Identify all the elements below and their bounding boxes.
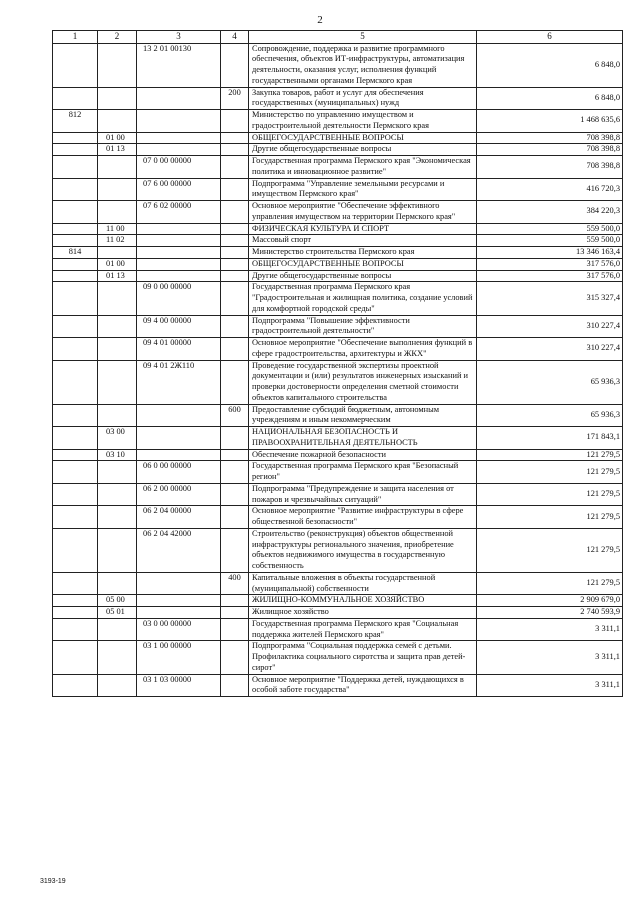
amount-cell: 121 279,5 — [477, 461, 623, 484]
section-code-cell: 03 00 — [98, 427, 137, 450]
ministry-code-cell — [53, 201, 98, 224]
section-code-cell: 01 00 — [98, 132, 137, 144]
section-code-cell — [98, 483, 137, 506]
table-row — [53, 43, 623, 87]
expense-type-cell — [221, 461, 249, 484]
column-header: 4 — [221, 31, 249, 44]
expense-type-cell — [221, 506, 249, 529]
target-article-cell — [137, 110, 221, 133]
target-article-cell — [137, 404, 221, 427]
column-header: 5 — [249, 31, 477, 44]
description-cell: Подпрограмма "Социальная поддержка семей с детьми. Профилактика социального сиротства и защита прав детей-сирот" — [249, 641, 477, 674]
description-cell: Подпрограмма "Предупреждение и защита населения от пожаров и чрезвычайных ситуаций" — [249, 483, 477, 506]
amount-cell: 2 909 679,0 — [477, 595, 623, 607]
column-header: 6 — [477, 31, 623, 44]
expense-type-cell — [221, 338, 249, 361]
expense-type-cell — [221, 641, 249, 674]
amount-cell: 121 279,5 — [477, 572, 623, 595]
expense-type-cell — [221, 144, 249, 156]
expense-type-cell — [221, 43, 249, 87]
ministry-code-cell: 812 — [53, 110, 98, 133]
amount-cell: 1 468 635,6 — [477, 110, 623, 133]
ministry-code-cell — [53, 483, 98, 506]
description-cell: Проведение государственной экспертизы проектной документации и (или) результатов инженерных изысканий и проверки достоверности определения сметной стоимости объектов капитального строительства — [249, 360, 477, 404]
table-row — [53, 132, 623, 144]
amount-cell: 13 346 163,4 — [477, 247, 623, 259]
ministry-code-cell — [53, 674, 98, 697]
description-cell: Основное мероприятие "Обеспечение эффективного управления имуществом на территории Пермского края" — [249, 201, 477, 224]
description-cell: Капитальные вложения в объекты государственной (муниципальной) собственности — [249, 572, 477, 595]
column-header: 2 — [98, 31, 137, 44]
ministry-code-cell — [53, 270, 98, 282]
description-cell: ОБЩЕГОСУДАРСТВЕННЫЕ ВОПРОСЫ — [249, 258, 477, 270]
ministry-code-cell — [53, 132, 98, 144]
description-cell: ФИЗИЧЕСКАЯ КУЛЬТУРА И СПОРТ — [249, 223, 477, 235]
amount-cell: 317 576,0 — [477, 258, 623, 270]
description-cell: Основное мероприятие "Развитие инфраструктуры в сфере общественной безопасности" — [249, 506, 477, 529]
section-code-cell: 03 10 — [98, 449, 137, 461]
section-code-cell — [98, 360, 137, 404]
description-cell: Подпрограмма "Повышение эффективности градостроительной деятельности" — [249, 315, 477, 338]
section-code-cell — [98, 338, 137, 361]
ministry-code-cell — [53, 223, 98, 235]
table-row — [53, 235, 623, 247]
table-row — [53, 618, 623, 641]
target-article-cell — [137, 223, 221, 235]
expense-type-cell — [221, 360, 249, 404]
amount-cell: 559 500,0 — [477, 223, 623, 235]
section-code-cell: 01 00 — [98, 258, 137, 270]
amount-cell: 3 311,1 — [477, 641, 623, 674]
description-cell: Государственная программа Пермского края "Безопасный регион" — [249, 461, 477, 484]
target-article-cell: 06 2 04 00000 — [137, 506, 221, 529]
amount-cell: 708 398,8 — [477, 132, 623, 144]
target-article-cell: 09 4 01 2Ж110 — [137, 360, 221, 404]
expense-type-cell: 400 — [221, 572, 249, 595]
ministry-code-cell — [53, 404, 98, 427]
table-row — [53, 572, 623, 595]
section-code-cell — [98, 201, 137, 224]
section-code-cell — [98, 461, 137, 484]
amount-cell: 121 279,5 — [477, 528, 623, 572]
amount-cell: 3 311,1 — [477, 618, 623, 641]
target-article-cell — [137, 449, 221, 461]
section-code-cell — [98, 43, 137, 87]
section-code-cell — [98, 247, 137, 259]
ministry-code-cell — [53, 315, 98, 338]
ministry-code-cell — [53, 449, 98, 461]
expense-type-cell — [221, 427, 249, 450]
ministry-code-cell — [53, 618, 98, 641]
target-article-cell: 07 6 02 00000 — [137, 201, 221, 224]
table-row — [53, 270, 623, 282]
amount-cell: 416 720,3 — [477, 178, 623, 201]
amount-cell: 171 843,1 — [477, 427, 623, 450]
table-row — [53, 156, 623, 179]
ministry-code-cell — [53, 641, 98, 674]
section-code-cell: 11 00 — [98, 223, 137, 235]
amount-cell: 6 848,0 — [477, 43, 623, 87]
section-code-cell — [98, 87, 137, 110]
ministry-code-cell — [53, 461, 98, 484]
ministry-code-cell — [53, 156, 98, 179]
expense-type-cell — [221, 282, 249, 315]
expense-type-cell — [221, 156, 249, 179]
section-code-cell — [98, 506, 137, 529]
expense-type-cell — [221, 132, 249, 144]
target-article-cell — [137, 607, 221, 619]
amount-cell: 65 936,3 — [477, 360, 623, 404]
target-article-cell: 06 2 00 00000 — [137, 483, 221, 506]
expense-type-cell — [221, 315, 249, 338]
column-header: 3 — [137, 31, 221, 44]
target-article-cell: 09 0 00 00000 — [137, 282, 221, 315]
table-row — [53, 110, 623, 133]
description-cell: ОБЩЕГОСУДАРСТВЕННЫЕ ВОПРОСЫ — [249, 132, 477, 144]
amount-cell: 3 311,1 — [477, 674, 623, 697]
ministry-code-cell — [53, 607, 98, 619]
target-article-cell — [137, 87, 221, 110]
expense-type-cell — [221, 618, 249, 641]
ministry-code-cell — [53, 235, 98, 247]
table-row — [53, 178, 623, 201]
ministry-code-cell — [53, 506, 98, 529]
amount-cell: 310 227,4 — [477, 338, 623, 361]
description-cell: Строительство (реконструкция) объектов общественной инфраструктуры регионального значения, приобретение объектов недвижимого имущества в государственную собственность — [249, 528, 477, 572]
target-article-cell: 09 4 00 00000 — [137, 315, 221, 338]
section-code-cell — [98, 315, 137, 338]
target-article-cell — [137, 258, 221, 270]
description-cell: Основное мероприятие "Обеспечение выполнения функций в сфере градостроительства, архитектуры и ЖКХ" — [249, 338, 477, 361]
expense-type-cell — [221, 607, 249, 619]
expense-type-cell — [221, 595, 249, 607]
table-row — [53, 258, 623, 270]
section-code-cell — [98, 528, 137, 572]
table-row — [53, 528, 623, 572]
document-code: 3193-19 — [40, 878, 66, 885]
section-code-cell — [98, 282, 137, 315]
target-article-cell — [137, 132, 221, 144]
expense-type-cell: 600 — [221, 404, 249, 427]
description-cell: НАЦИОНАЛЬНАЯ БЕЗОПАСНОСТЬ И ПРАВООХРАНИТЕЛЬНАЯ ДЕЯТЕЛЬНОСТЬ — [249, 427, 477, 450]
description-cell: Другие общегосударственные вопросы — [249, 144, 477, 156]
target-article-cell: 07 0 00 00000 — [137, 156, 221, 179]
table-row — [53, 483, 623, 506]
table-row — [53, 247, 623, 259]
ministry-code-cell: 814 — [53, 247, 98, 259]
description-cell: Обеспечение пожарной безопасности — [249, 449, 477, 461]
target-article-cell: 13 2 01 00130 — [137, 43, 221, 87]
ministry-code-cell — [53, 528, 98, 572]
description-cell: Предоставление субсидий бюджетным, автономным учреждениям и иным некоммерческим — [249, 404, 477, 427]
ministry-code-cell — [53, 338, 98, 361]
description-cell: Государственная программа Пермского края "Социальная поддержка жителей Пермского края" — [249, 618, 477, 641]
ministry-code-cell — [53, 360, 98, 404]
amount-cell: 121 279,5 — [477, 483, 623, 506]
target-article-cell — [137, 270, 221, 282]
amount-cell: 559 500,0 — [477, 235, 623, 247]
expense-type-cell — [221, 223, 249, 235]
target-article-cell: 03 1 03 00000 — [137, 674, 221, 697]
section-code-cell: 05 01 — [98, 607, 137, 619]
expense-type-cell — [221, 270, 249, 282]
expense-type-cell — [221, 235, 249, 247]
column-header: 1 — [53, 31, 98, 44]
amount-cell: 317 576,0 — [477, 270, 623, 282]
table-row — [53, 641, 623, 674]
table-row — [53, 427, 623, 450]
description-cell: Министерство строительства Пермского края — [249, 247, 477, 259]
description-cell: Министерство по управлению имуществом и градостроительной деятельности Пермского края — [249, 110, 477, 133]
amount-cell: 708 398,8 — [477, 156, 623, 179]
target-article-cell: 03 1 00 00000 — [137, 641, 221, 674]
expense-type-cell: 200 — [221, 87, 249, 110]
amount-cell: 121 279,5 — [477, 449, 623, 461]
description-cell: Закупка товаров, работ и услуг для обеспечения государственных (муниципальных) нужд — [249, 87, 477, 110]
expense-type-cell — [221, 201, 249, 224]
section-code-cell: 01 13 — [98, 144, 137, 156]
ministry-code-cell — [53, 178, 98, 201]
table-row — [53, 87, 623, 110]
expense-type-cell — [221, 483, 249, 506]
table-row — [53, 674, 623, 697]
section-code-cell — [98, 156, 137, 179]
budget-table — [52, 30, 623, 697]
table-row — [53, 404, 623, 427]
target-article-cell — [137, 144, 221, 156]
expense-type-cell — [221, 449, 249, 461]
target-article-cell: 07 6 00 00000 — [137, 178, 221, 201]
amount-cell: 65 936,3 — [477, 404, 623, 427]
amount-cell: 121 279,5 — [477, 506, 623, 529]
target-article-cell — [137, 595, 221, 607]
target-article-cell: 03 0 00 00000 — [137, 618, 221, 641]
ministry-code-cell — [53, 258, 98, 270]
expense-type-cell — [221, 247, 249, 259]
amount-cell: 2 740 593,9 — [477, 607, 623, 619]
description-cell: Массовый спорт — [249, 235, 477, 247]
table-row — [53, 506, 623, 529]
amount-cell: 310 227,4 — [477, 315, 623, 338]
table-row — [53, 595, 623, 607]
table-row — [53, 201, 623, 224]
table-row — [53, 223, 623, 235]
section-code-cell — [98, 110, 137, 133]
target-article-cell — [137, 247, 221, 259]
expense-type-cell — [221, 110, 249, 133]
amount-cell: 384 220,3 — [477, 201, 623, 224]
table-row — [53, 144, 623, 156]
section-code-cell — [98, 641, 137, 674]
expense-type-cell — [221, 178, 249, 201]
target-article-cell — [137, 572, 221, 595]
description-cell: Подпрограмма "Управление земельными ресурсами и имуществом Пермского края" — [249, 178, 477, 201]
section-code-cell — [98, 618, 137, 641]
page-number: 2 — [317, 14, 323, 26]
ministry-code-cell — [53, 427, 98, 450]
description-cell: Сопровождение, поддержка и развитие программного обеспечения, объектов ИТ-инфраструктуры, автоматизация деятельности, оказания услуг, исполнения функций государственными органами Пермского края — [249, 43, 477, 87]
amount-cell: 708 398,8 — [477, 144, 623, 156]
description-cell: Другие общегосударственные вопросы — [249, 270, 477, 282]
expense-type-cell — [221, 528, 249, 572]
target-article-cell — [137, 235, 221, 247]
amount-cell: 6 848,0 — [477, 87, 623, 110]
target-article-cell: 06 0 00 00000 — [137, 461, 221, 484]
ministry-code-cell — [53, 282, 98, 315]
table-row — [53, 315, 623, 338]
expense-type-cell — [221, 674, 249, 697]
table-row — [53, 360, 623, 404]
table-header-row — [53, 31, 623, 44]
section-code-cell: 01 13 — [98, 270, 137, 282]
table-row — [53, 449, 623, 461]
section-code-cell — [98, 674, 137, 697]
table-row — [53, 282, 623, 315]
amount-cell: 315 327,4 — [477, 282, 623, 315]
section-code-cell: 11 02 — [98, 235, 137, 247]
ministry-code-cell — [53, 572, 98, 595]
section-code-cell — [98, 572, 137, 595]
description-cell: Государственная программа Пермского края "Градостроительная и жилищная политика, создание условий для комфортной городской среды" — [249, 282, 477, 315]
ministry-code-cell — [53, 87, 98, 110]
target-article-cell: 09 4 01 00000 — [137, 338, 221, 361]
expense-type-cell — [221, 258, 249, 270]
table-row — [53, 607, 623, 619]
description-cell: Государственная программа Пермского края "Экономическая политика и инновационное развитие" — [249, 156, 477, 179]
description-cell: Жилищное хозяйство — [249, 607, 477, 619]
ministry-code-cell — [53, 595, 98, 607]
description-cell: ЖИЛИЩНО-КОММУНАЛЬНОЕ ХОЗЯЙСТВО — [249, 595, 477, 607]
section-code-cell — [98, 178, 137, 201]
target-article-cell: 06 2 04 42000 — [137, 528, 221, 572]
table-row — [53, 338, 623, 361]
ministry-code-cell — [53, 144, 98, 156]
ministry-code-cell — [53, 43, 98, 87]
section-code-cell — [98, 404, 137, 427]
table-row — [53, 461, 623, 484]
description-cell: Основное мероприятие "Поддержка детей, нуждающихся в особой заботе государства" — [249, 674, 477, 697]
target-article-cell — [137, 427, 221, 450]
section-code-cell: 05 00 — [98, 595, 137, 607]
